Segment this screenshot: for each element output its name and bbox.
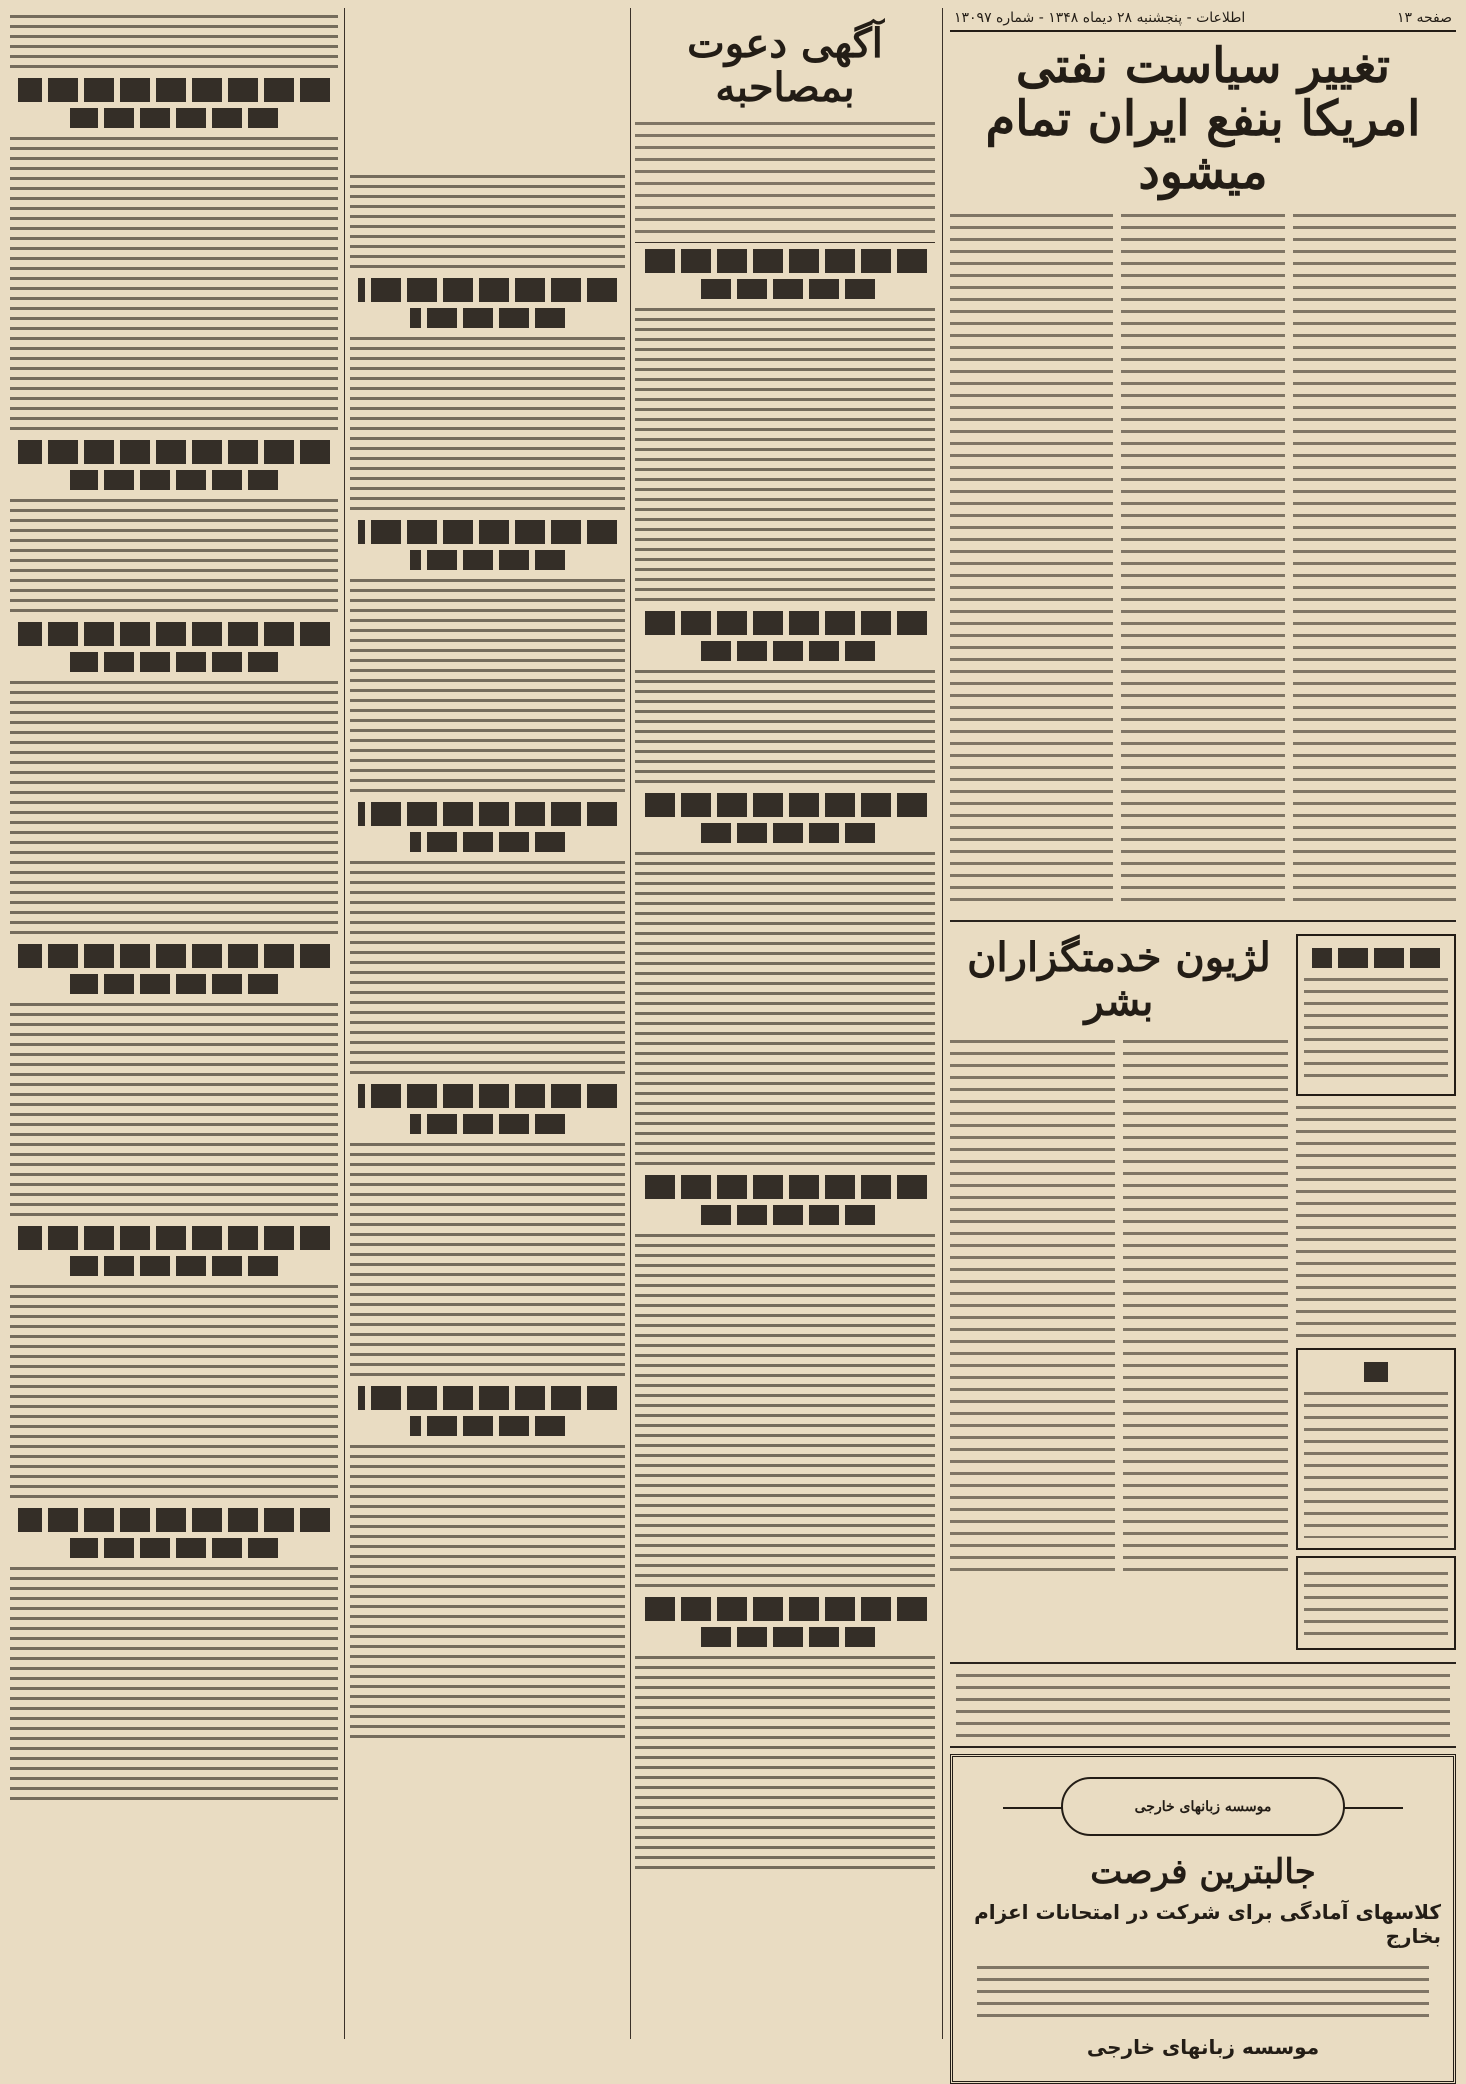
column-right [950, 8, 1456, 2060]
listing-block-13 [10, 134, 338, 434]
bank-notice-box [1296, 1556, 1456, 1650]
issue-line: اطلاعات - پنجشنبه ۲۸ دیماه ۱۳۴۸ - شماره ۱۳۰۹۷ [954, 10, 1246, 26]
telephone-notice-box [1296, 934, 1456, 1096]
listing-block-17 [10, 1282, 338, 1502]
listing-block-14 [10, 496, 338, 616]
listing-block-18 [10, 1564, 338, 1804]
listing-block-12 [10, 12, 338, 72]
listing-block-6 [350, 172, 625, 272]
page-label: صفحه ۱۳ [1396, 10, 1452, 26]
birth-notice-box [1296, 1348, 1456, 1550]
interview-notice-intro [635, 118, 935, 238]
ad-title: جالبترین فرصت [1090, 1852, 1316, 1893]
listing-block-2 [635, 667, 935, 787]
legion-article [950, 928, 1288, 1656]
listing-block-1 [635, 305, 935, 605]
listing-block-4 [635, 1231, 935, 1591]
listing-block-15 [10, 678, 338, 938]
listing-block-7 [350, 334, 625, 514]
inset-boxes [1296, 928, 1456, 1656]
ad-subtitle: کلاسهای آمادگی برای شرکت در امتحانات اعزام بخارج [974, 1900, 1441, 1949]
announcement-text [956, 1670, 1450, 1740]
column-center-left [350, 8, 625, 2039]
interview-notice-headline: آگهی دعوت بمصاحبه [687, 20, 883, 111]
listing-block-8 [350, 576, 625, 796]
emblem-lettering: موسسه زبانهای خارجی [1134, 1798, 1272, 1815]
institute-emblem [1061, 1777, 1345, 1836]
masthead-strip [950, 8, 1456, 32]
ad-body [977, 1962, 1429, 2025]
newspaper-page [10, 8, 1456, 2060]
legion-headline: لژیون خدمتگزاران بشر [967, 934, 1271, 1026]
column-center-right [635, 8, 935, 2039]
listing-block-3 [635, 849, 935, 1169]
listing-block-10 [350, 1140, 625, 1380]
listing-block-5 [635, 1653, 935, 1873]
listing-block-9 [350, 858, 625, 1078]
advertisement-box [950, 1754, 1456, 2084]
middle-block [950, 928, 1456, 1656]
lead-headline: تغییر سیاست نفتی امریکا بنفع ایران تمام میشود [985, 38, 1421, 200]
lead-story-body [950, 206, 1456, 914]
listing-block-16 [10, 1000, 338, 1220]
listing-block-11 [350, 1442, 625, 1742]
column-left [10, 8, 338, 2039]
ad-footer-name: موسسه زبانهای خارجی [1086, 2035, 1320, 2060]
